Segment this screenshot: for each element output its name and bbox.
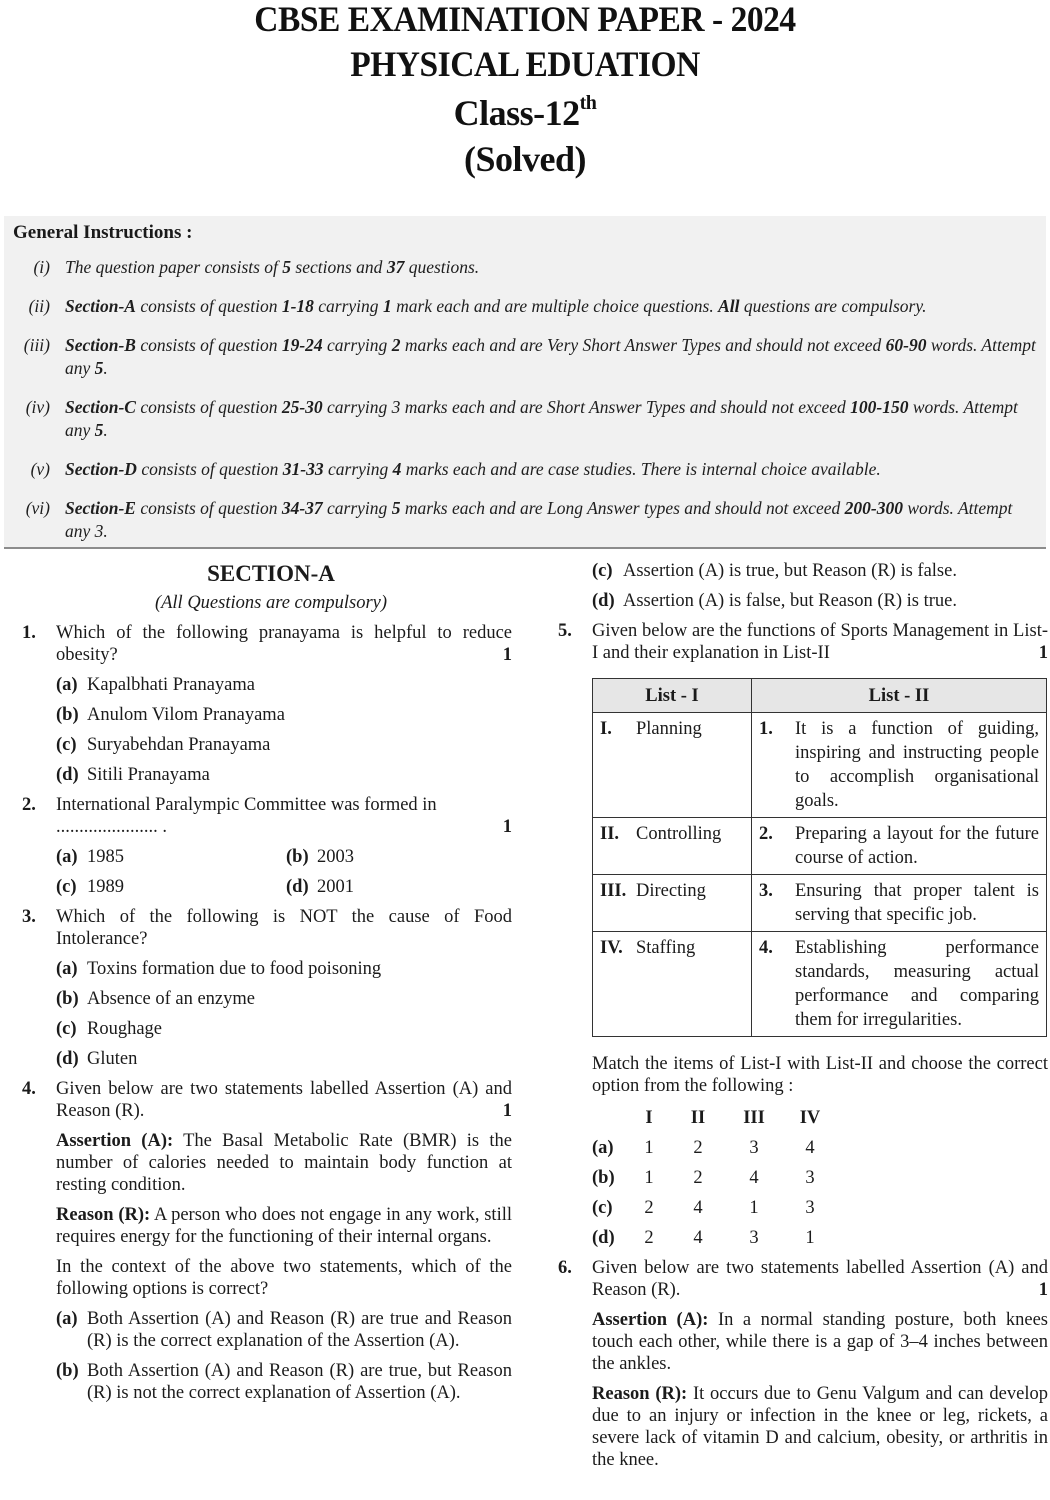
list-2-text: It is a function of guiding, inspiring and instructing people to accomplish organisational goals. [795,719,1039,811]
reason-label: Reason (R): [56,1205,151,1225]
option[interactable] [286,876,516,898]
question-marks: 1 [1038,1280,1048,1300]
option-label: (a) [56,675,78,695]
option[interactable] [556,560,1048,582]
instruction-segment: questions are compulsory. [739,296,927,316]
list-1-cell [593,818,752,875]
instruction-emphasis: 5 [94,358,104,378]
answer-value: 3 [805,1168,815,1188]
list-1-text: Planning [636,719,702,739]
match-prompt: Match the items of List-I with List-II and choose the correct option from the following : [592,1054,1048,1096]
question-marks: 1 [502,1101,512,1121]
list-2-number: 4. [759,938,773,958]
question-marks: 1 [502,817,512,837]
option-text: Sitili Pranayama [87,765,210,785]
instruction-emphasis: 1 [382,296,392,316]
question-5 [556,620,1048,664]
option-label: (a) [56,847,78,867]
instruction-emphasis: 60-90 [885,335,927,355]
class-title-sup: th [579,92,597,114]
option[interactable] [20,704,512,726]
list-1-number: IV. [600,938,623,958]
instruction-segment: carrying [322,335,392,355]
option-text: 2001 [317,877,354,897]
instruction-segment: consists of question [135,498,282,518]
option-label: (c) [592,561,613,581]
answer-value: 1 [644,1168,654,1188]
instruction-emphasis: 5 [282,257,292,277]
instruction-number: (iv) [25,397,50,417]
instruction-emphasis: Section-B [65,335,136,355]
list-1-text: Staffing [636,938,696,958]
question-text: Which of the following is NOT the cause of Food Intolerance? [56,907,512,949]
list-2-cell [752,818,1047,875]
reason-paragraph [556,1383,1048,1471]
instruction-emphasis: 4 [392,459,402,479]
option[interactable] [20,958,512,980]
list-2-number: 3. [759,881,773,901]
class-title-main: Class-12 [453,93,580,133]
column-header-list-2: List - II [752,679,1047,713]
option[interactable] [56,876,286,898]
instruction-emphasis: All [718,296,740,316]
list-2-cell [752,713,1047,818]
instruction-text [65,396,1040,442]
option[interactable] [20,1018,512,1040]
answer-value: 4 [693,1228,703,1248]
option-label: (b) [56,989,79,1009]
answer-value: 4 [805,1138,815,1158]
answer-value: 1 [644,1138,654,1158]
answer-value: 2 [693,1168,703,1188]
answer-choice-grid [556,1103,1048,1253]
reason-text: It occurs due to Genu Valgum and can develop due to an injury or infection in the knee or leg, rickets, a severe lack of vitamin D and calcium, obesity, or arthritis in the knee. [592,1384,1048,1470]
general-instructions-box [4,216,1046,549]
instruction-segment: consists of question [135,335,282,355]
paper-title-block [0,0,1050,182]
option-text: Both Assertion (A) and Reason (R) are true, but Reason (R) is not the correct explanation of Assertion (A). [87,1361,512,1403]
list-1-number: II. [600,824,620,844]
instruction-emphasis: Section-C [65,397,136,417]
instruction-segment: words. Attempt any [65,335,1036,378]
answer-value: 4 [749,1168,759,1188]
option-label: (d) [286,877,309,897]
question-marks: 1 [502,645,512,665]
option-text: 2003 [317,847,354,867]
question-text: Given below are two statements labelled Assertion (A) and Reason (R). [56,1079,512,1121]
instruction-emphasis: Section-E [65,498,136,518]
list-1-text: Controlling [636,824,722,844]
list-1-cell [593,875,752,932]
instruction-number: (vi) [25,498,50,518]
reason-text: A person who does not engage in any work, still requires energy for the functioning of their internal organs. [56,1205,512,1247]
instruction-emphasis: 100-150 [850,397,909,417]
option[interactable] [20,764,512,786]
list-2-cell [752,932,1047,1037]
question-number: 1. [22,623,36,643]
instruction-emphasis: 19-24 [281,335,323,355]
option-label: (d) [56,1049,79,1069]
question-3 [20,906,512,950]
instruction-segment: words. Attempt any 3. [65,498,1013,541]
instruction-number: (iii) [23,335,50,355]
option-text: 1985 [87,847,124,867]
instruction-emphasis: 5 [391,498,401,518]
list-2-text: Ensuring that proper talent is serving that specific job. [795,881,1039,925]
table-header-row [593,679,1047,713]
list-1-number: I. [600,719,612,739]
assertion-paragraph [20,1130,512,1196]
answer-option-label[interactable]: (b) [592,1168,615,1188]
answer-value: 2 [644,1198,654,1218]
list-2-text: Establishing performance standards, measuring actual performance and comparing them for irregularities. [795,938,1039,1030]
instruction-segment: marks each and are Very Short Answer Types and should not exceed [400,335,886,355]
solved-label: (Solved) [464,139,586,179]
section-heading: SECTION-A [207,561,335,586]
option[interactable] [20,674,512,696]
right-column [556,558,1048,1471]
option[interactable] [20,1048,512,1070]
table-row [593,818,1047,875]
instructions-title: General Instructions : [13,222,193,243]
option[interactable] [20,1308,512,1352]
option[interactable] [20,734,512,756]
instruction-segment: questions. [404,257,480,277]
instruction-segment: carrying [323,459,393,479]
option-label: (d) [592,591,615,611]
instruction-text [65,295,1040,318]
reason-label: Reason (R): [592,1384,688,1404]
option-label: (b) [286,847,309,867]
reason-paragraph [20,1204,512,1248]
column-header-list-1: List - I [593,679,752,713]
question-prompt: In the context of the above two statements, which of the following options is correct? [56,1257,512,1299]
instruction-emphasis: 25-30 [281,397,323,417]
instruction-text [65,497,1040,543]
list-2-number: 2. [759,824,773,844]
list-2-number: 1. [759,719,773,739]
match-table [592,678,1047,1037]
option[interactable] [20,1360,512,1404]
option[interactable] [56,846,286,868]
list-1-cell [593,932,752,1037]
list-1-number: III. [600,881,627,901]
instruction-emphasis: Section-A [65,296,136,316]
list-1-cell [593,713,752,818]
answer-value: 3 [749,1228,759,1248]
answer-option-label[interactable]: (a) [592,1138,614,1158]
instruction-segment: The question paper consists of [65,257,283,277]
instruction-text [65,256,1040,279]
question-4 [20,1078,512,1122]
answer-column-header: III [743,1108,765,1128]
instruction-segment: consists of question [135,397,282,417]
instruction-text [65,334,1040,380]
instruction-segment: consists of question [136,459,283,479]
option-label: (a) [56,959,78,979]
option-label: (a) [56,1309,78,1329]
class-title [0,88,1050,136]
option-label: (c) [56,1019,77,1039]
table-row [593,713,1047,818]
instruction-text [65,458,1040,481]
option[interactable] [20,988,512,1010]
option-text: Kapalbhati Pranayama [87,675,255,695]
list-2-text: Preparing a layout for the future course of action. [795,824,1039,868]
question-2 [20,794,512,838]
question-6 [556,1257,1048,1301]
assertion-text: In a normal standing posture, both knees touch each other, while there is a gap of 3–4 inches between the ankles. [592,1310,1048,1374]
option-label: (b) [56,1361,79,1381]
option-text: Assertion (A) is true, but Reason (R) is false. [623,561,957,581]
answer-blank: ...................... . [56,817,167,837]
assertion-paragraph [556,1309,1048,1375]
instruction-number: (v) [30,459,50,479]
option-label: (c) [56,735,77,755]
table-row [593,875,1047,932]
instruction-emphasis: 34-37 [281,498,323,518]
answer-value: 2 [644,1228,654,1248]
question-number: 6. [558,1258,572,1278]
question-number: 5. [558,621,572,641]
answer-value: 3 [805,1198,815,1218]
paper-title: CBSE EXAMINATION PAPER - 2024 [254,0,796,39]
answer-value: 1 [805,1228,815,1248]
instruction-segment: marks each and are case studies. There is internal choice available. [401,459,881,479]
instruction-segment: carrying [313,296,383,316]
question-text: Given below are the functions of Sports Management in List-I and their explanation in List-II [592,621,1048,663]
question-text: International Paralympic Committee was formed in [56,795,437,815]
instruction-emphasis: 37 [386,257,405,277]
option-text: Suryabehdan Pranayama [87,735,271,755]
answer-option-label[interactable]: (c) [592,1198,613,1218]
answer-value: 1 [749,1198,759,1218]
option-label: (b) [56,705,79,725]
assertion-label: Assertion (A): [56,1131,174,1151]
question-1 [20,622,512,666]
answer-value: 4 [693,1198,703,1218]
instruction-segment: consists of question [135,296,282,316]
instruction-segment: . [103,358,108,378]
subject-title: PHYSICAL EDUATION [350,44,700,84]
list-2-cell [752,875,1047,932]
answer-column-header: I [645,1108,653,1128]
instruction-emphasis: 200-300 [844,498,903,518]
instruction-segment: carrying 3 marks each and are Short Answer Types and should not exceed [322,397,851,417]
option[interactable] [556,590,1048,612]
question-number: 3. [22,907,36,927]
question-number: 4. [22,1079,36,1099]
table-row [593,932,1047,1037]
question-marks: 1 [1038,643,1048,663]
assertion-label: Assertion (A): [592,1310,709,1330]
option-text: Anulom Vilom Pranayama [87,705,285,725]
answer-value: 3 [749,1138,759,1158]
answer-option-label[interactable]: (d) [592,1228,615,1248]
option-grid [20,846,512,898]
instruction-segment: words. Attempt any [65,397,1018,440]
left-column [20,558,512,1404]
section-subheading: (All Questions are compulsory) [154,593,388,613]
instruction-segment: marks each and are Long Answer types and should not exceed [400,498,845,518]
instruction-segment: . [103,420,108,440]
instruction-emphasis: Section-D [65,459,137,479]
option-text: Toxins formation due to food poisoning [87,959,382,979]
question-number: 2. [22,795,36,815]
list-1-text: Directing [636,881,706,901]
option[interactable] [286,846,516,868]
instruction-segment: carrying [322,498,392,518]
option-text: Roughage [87,1019,163,1039]
question-text: Which of the following pranayama is helpful to reduce obesity? [56,623,512,665]
instruction-segment: mark each and are multiple choice questions. [391,296,719,316]
instruction-emphasis: 31-33 [282,459,324,479]
instruction-number: (i) [33,257,50,277]
option-text: 1989 [87,877,124,897]
answer-column-header: IV [799,1108,821,1128]
option-text: Both Assertion (A) and Reason (R) are true and Reason (R) is the correct explanation of the Assertion (A). [87,1309,512,1351]
instruction-segment: sections and [291,257,387,277]
option-text: Gluten [87,1049,138,1069]
answer-value: 2 [693,1138,703,1158]
instruction-emphasis: 1-18 [281,296,314,316]
option-label: (c) [56,877,77,897]
instruction-emphasis: 5 [94,420,104,440]
question-text: Given below are two statements labelled Assertion (A) and Reason (R). [592,1258,1048,1300]
option-text: Assertion (A) is false, but Reason (R) is true. [623,591,957,611]
assertion-text: The Basal Metabolic Rate (BMR) is the number of calories needed to maintain body function at resting condition. [56,1131,512,1195]
instruction-emphasis: 2 [391,335,401,355]
instruction-number: (ii) [28,296,50,316]
answer-column-header: II [690,1108,706,1128]
option-label: (d) [56,765,79,785]
grid-corner [592,1103,628,1133]
option-text: Absence of an enzyme [87,989,255,1009]
